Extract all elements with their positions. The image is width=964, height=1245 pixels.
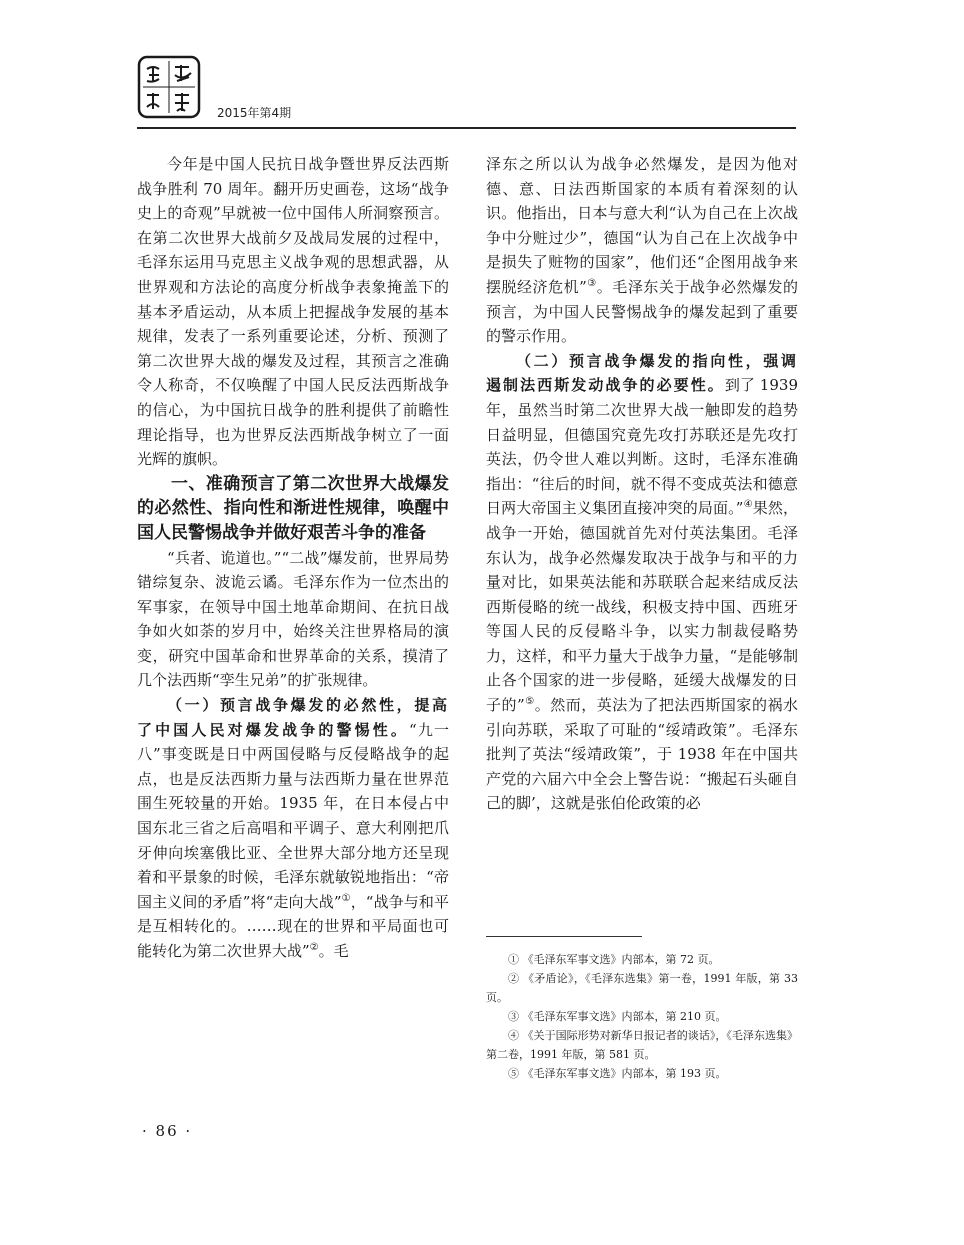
subsection-body-1: “九一八”事变既是日中两国侵略与反侵略战争的起点，也是反法西斯力量与法西斯力量在世界范围生死较量的开始。1935 年，在日本侵占中国东北三省之后高唱和平调子、意大利刚把爪牙伸向埃塞俄比亚、全世界大部分地方还呈现着和平景象的时候，毛泽东就敏锐地指出：“帝国主义间的矛盾”将“走向大战” [137,720,449,911]
body-paragraph: “兵者、诡道也。”“二战”爆发前，世界局势错综复杂、波诡云谲。毛泽东作为一位杰出的军事家，在领导中国土地革命期间、在抗日战争如火如荼的岁月中，始终关注世界格局的演变，研究中国革命和世界革命的关系，摸清了几个法西斯“孪生兄弟”的扩张规律。 [137,548,449,690]
footnote-ref-3: ③ [586,277,597,289]
footnotes [486,950,798,1083]
journal-logo [137,55,201,119]
subsection-heading-2: （二）预言战争爆发的指向性，强调遏制法西斯发动战争的必要性。 [486,351,798,395]
section-heading: 一、准确预言了第二次世界大战爆发的必然性、指向性和渐进性规律，唤醒中国人民警惕战争并做好艰苦斗争的准备 [137,473,449,543]
footnote-item: ③ 《毛泽东军事文选》内部本，第 210 页。 [508,1010,727,1023]
footnote-rule [486,936,642,937]
footnote-ref-4: ④ [743,499,753,511]
footnote-item: ② 《矛盾论》，《毛泽东选集》第一卷，1991 年版，第 33 页。 [486,972,798,1004]
continued-text-end: 。毛泽东关于战争必然爆发的预言，为中国人民警惕战争的爆发起到了重要的警示作用。 [486,277,798,346]
subsection-paragraph-2 [486,349,798,816]
footnote-ref-2: ② [309,942,319,953]
subsection-heading-1: （一）预言战争爆发的必然性，提高了中国人民对爆发战争的警惕性。 [137,696,449,739]
subsection-body-2-end: 。然而，英法为了把法西斯国家的祸水引向苏联，采取了可耻的“绥靖政策”。毛泽东批判了英法“绥靖政策”，于 1938 年在中国共产党的六届六中全会上警告说：“搬起石头砸自己的脚’，这就是张伯伦政策的必 [486,696,798,813]
footnote-ref-1: ① [341,892,351,904]
subsection-body-2-mid: 果然，战争一开始，德国就首先对付英法集团。毛泽东认为，战争必然爆发取决于战争与和平的力量对比，如果英法能和苏联联合起来结成反法西斯侵略的统一战线，积极支持中国、西班牙等国人民的反侵略斗争，以实力制裁侵略势力，这样，和平力量大于战争力量，“是能够制止各个国家的进一步侵略，延缓大战爆发的日子的” [486,499,799,715]
header-rule [137,127,796,129]
subsection-body-1-mid: ，“战争与和平是互相转化的。……现在的世界和平局面也可能转化为第二次世界大战” [137,892,449,960]
issue-label: 2015年第4期 [217,106,292,120]
intro-paragraph: 今年是中国人民抗日战争暨世界反法西斯战争胜利 70 周年。翻开历史画卷，这场“战争史上的奇观”早就被一位中国伟人所洞察预言。在第二次世界大战前夕及战局发展的过程中，毛泽东运用马克思主义战争观的思想武器，从世界观和方法论的高度分析战争表象掩盖下的基本矛盾运动，从本质上把握战争发展的基本规律，发表了一系列重要论述，分析、预测了第二次世界大战的爆发及过程，其预言之准确令人称奇，不仅唤醒了中国人民反法西斯战争的信心，为中国抗日战争的胜利提供了前瞻性理论指导，也为世界反法西斯战争树立了一面光辉的旗帜。 [137,155,449,469]
subsection-body-2: 到了 1939 年，虽然当时第二次世界大战一触即发的趋势日益明显，但德国究竟先攻打苏联还是先攻打英法，仍令世人难以判断。这时，毛泽东准确指出：“往后的时间，就不得不变成英法和德意日两大帝国主义集团直接冲突的局面。” [486,376,798,518]
footnote-item: ① 《毛泽东军事文选》内部本，第 72 页。 [508,953,720,966]
subsection-body-1-end: 。毛 [318,942,349,960]
footnote-item: ④ 《关于国际形势对新华日报记者的谈话》，《毛泽东选集》第二卷，1991 年版，第 581 页。 [486,1029,798,1061]
left-column [137,152,449,964]
right-column [486,152,798,816]
footnote-ref-5: ⑤ [524,696,535,708]
page-number: · 86 · [142,1122,193,1140]
subsection-paragraph-1 [137,693,449,964]
footnote-item: ⑤ 《毛泽东军事文选》内部本，第 193 页。 [508,1067,727,1080]
continued-paragraph [486,152,798,349]
continued-text: 泽东之所以认为战争必然爆发，是因为他对德、意、日法西斯国家的本质有着深刻的认识。他指出，日本与意大利“认为自己在上次战争中分赃过少”，德国“认为自己在上次战争中是损失了赃物的国家”，他们还“企图用战争来摆脱经济危机” [486,155,798,296]
